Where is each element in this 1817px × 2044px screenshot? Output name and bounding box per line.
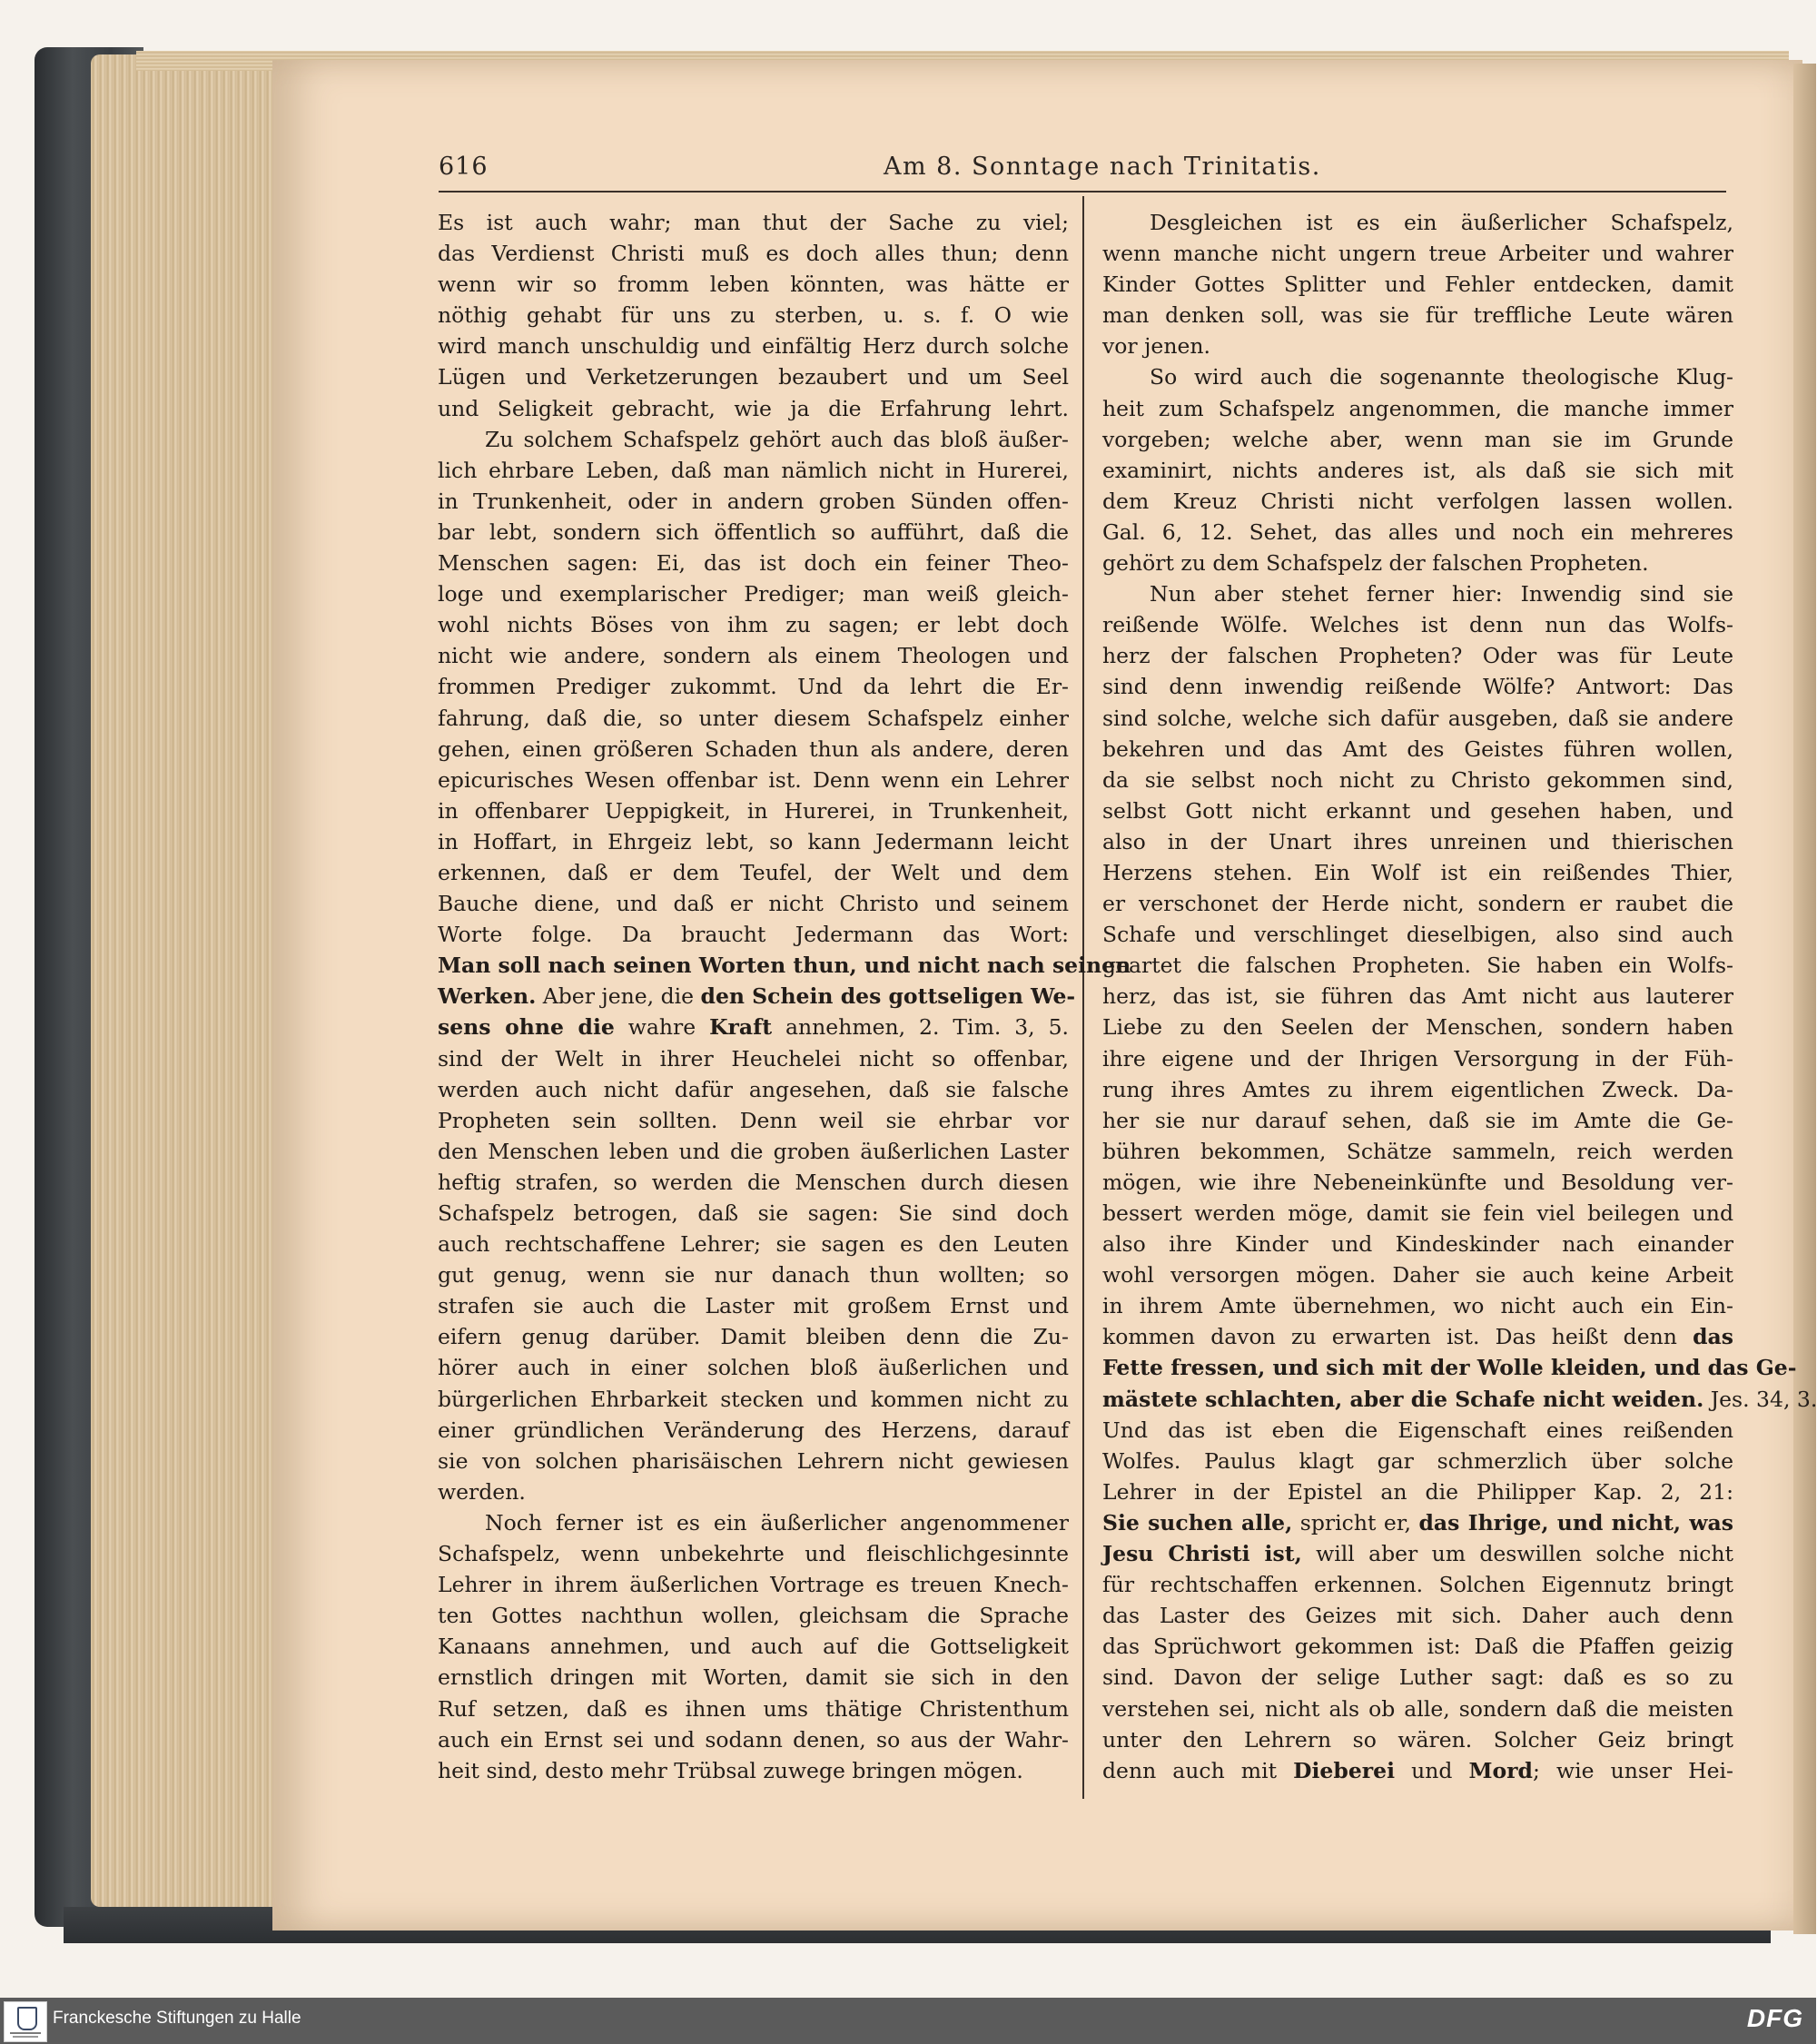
right-text-column <box>1102 207 1817 1786</box>
bold-text-run: Werken. <box>438 983 537 1010</box>
text-line: lich ehrbare Leben, daß man nämlich nicht in Hurerei, <box>438 457 1069 483</box>
text-line: bar lebt, sondern sich öffentlich so aufführt, daß die <box>438 518 1069 545</box>
text-line: wenn manche nicht ungern treue Arbeiter und wahrer <box>1102 241 1733 267</box>
text-run: Jes. 34, 3. <box>1703 1386 1817 1412</box>
text-run: Aber jene, die <box>536 983 701 1010</box>
text-line: in offenbarer Ueppigkeit, in Hurerei, in Trunkenheit, <box>438 797 1069 824</box>
text-line: heftig strafen, so werden die Menschen durch diesen <box>438 1169 1069 1195</box>
text-line: gehört zu dem Schafspelz der falschen Propheten. <box>1102 550 1649 577</box>
text-line: geartet die falschen Propheten. Sie haben ein Wolfs- <box>1102 953 1733 979</box>
text-line: sind. Davon der selige Luther sagt: daß es so zu <box>1102 1664 1733 1691</box>
text-line: also in der Unart ihres unreinen und thierischen <box>1102 828 1733 854</box>
text-line: Desgleichen ist es ein äußerlicher Schafspelz, <box>1150 210 1733 235</box>
running-head <box>439 153 1726 189</box>
text-line: Schafe und verschlinget dieselbigen, also sind auch <box>1102 922 1733 948</box>
text-run: denn auch mit <box>1102 1757 1294 1783</box>
text-line: loge und exemplarischer Prediger; man weiß gleich- <box>438 581 1069 607</box>
text-line: Lehrer in ihrem äußerlichen Vortrage es treuen Knech- <box>438 1572 1069 1598</box>
text-line: bühren bekommen, Schätze sammeln, reich werden <box>1102 1138 1733 1164</box>
text-line: Gal. 6, 12. Sehet, das alles und noch ein mehreres <box>1102 518 1733 545</box>
text-line: Worte folge. Da braucht Jedermann das Wort: <box>438 922 1069 948</box>
text-line: nöthig gehabt für uns zu sterben, u. s. f. O wie <box>438 302 1069 329</box>
text-line: epicurisches Wesen offenbar ist. Denn wenn ein Lehrer <box>438 766 1069 793</box>
text-line: das Verdienst Christi muß es doch alles thun; denn <box>438 241 1069 267</box>
bold-text-run: das <box>1693 1324 1733 1350</box>
text-line: bekehren und das Amt des Geistes führen wollen, <box>1102 736 1733 762</box>
bold-text-run: Kraft <box>709 1014 773 1041</box>
page-stack-edge <box>91 54 300 1907</box>
text-run: ; wie unser Hei- <box>1532 1757 1733 1783</box>
text-line: Menschen sagen: Ei, das ist doch ein feiner Theo- <box>438 550 1069 577</box>
left-text-column <box>438 207 1131 1786</box>
text-line: dem Kreuz Christi nicht verfolgen lassen wollen. <box>1102 488 1733 514</box>
text-run: und <box>1395 1757 1469 1783</box>
bold-text-run: sens ohne die <box>438 1014 615 1041</box>
text-line: heit zum Schafspelz angenommen, die manche immer <box>1102 395 1733 421</box>
text-run: annehmen, 2. Tim. 3, 5. <box>772 1014 1069 1041</box>
text-line <box>1102 1384 1817 1415</box>
text-line: Propheten sein sollten. Denn weil sie ehrbar vor <box>438 1107 1069 1133</box>
text-line <box>438 950 1131 981</box>
text-line: sind der Welt in ihrer Heuchelei nicht so offenbar, <box>438 1045 1069 1071</box>
text-line: eifern genug darüber. Damit bleiben denn die Zu- <box>438 1324 1069 1350</box>
text-line: vor jenen. <box>1102 333 1210 360</box>
text-line <box>1102 1755 1733 1786</box>
dfg-logo: DFG <box>1746 2004 1803 2032</box>
footer-bar <box>0 1998 1816 2044</box>
bold-text-run: mästete schlachten, aber die Schafe nicht weiden. <box>1102 1386 1704 1412</box>
text-line: erkennen, daß er dem Teufel, der Welt und dem <box>438 859 1069 885</box>
text-line: ernstlich dringen mit Worten, damit sie sich in den <box>438 1664 1069 1691</box>
text-line: das Laster des Geizes mit sich. Daher auch denn <box>1102 1603 1733 1629</box>
text-line: wenn wir so fromm leben könnten, was hätte er <box>438 272 1069 298</box>
text-line: Noch ferner ist es ein äußerlicher angenommener <box>485 1509 1069 1535</box>
text-line: strafen sie auch die Laster mit großem Ernst und <box>438 1293 1069 1319</box>
bold-text-run: das Ihrige, und nicht, was <box>1418 1509 1733 1535</box>
text-line: den Menschen leben und die groben äußerlichen Laster <box>438 1138 1069 1164</box>
text-line: reißende Wölfe. Welches ist denn nun das Wolfs- <box>1102 612 1733 638</box>
text-line: Kinder Gottes Splitter und Fehler entdecken, damit <box>1102 272 1733 298</box>
text-line: vorgeben; welche aber, wenn man sie im Grunde <box>1102 426 1733 452</box>
text-line: Nun aber stehet ferner hier: Inwendig sind sie <box>1150 581 1733 607</box>
text-line: selbst Gott nicht erkannt und gesehen haben, und <box>1102 797 1733 824</box>
bold-text-run: Mord <box>1468 1757 1533 1783</box>
text-line: gut genug, wenn sie nur danach thun wollten; so <box>438 1262 1069 1289</box>
column-divider <box>1082 196 1084 1799</box>
text-line: einer gründlichen Veränderung des Herzens, darauf <box>438 1417 1069 1443</box>
text-line: hörer auch in einer solchen bloß äußerlichen und <box>438 1355 1069 1381</box>
text-line <box>1102 1352 1797 1383</box>
text-run: spricht er, <box>1292 1509 1419 1535</box>
text-line: fahrung, daß die, so unter diesem Schafspelz einher <box>438 705 1069 731</box>
text-run: wahre <box>614 1014 710 1041</box>
text-line: wird manch unschuldig und einfältig Herz durch solche <box>438 333 1069 360</box>
text-line: ten Gottes nachthun wollen, gleichsam die Sprache <box>438 1603 1069 1629</box>
text-line: werden auch nicht dafür angesehen, daß sie falsche <box>438 1076 1069 1102</box>
text-line: werden. <box>438 1478 526 1505</box>
text-line: Schafspelz betrogen, daß sie sagen: Sie sind doch <box>438 1200 1069 1226</box>
text-line: sind denn inwendig reißende Wölfe? Antwort: Das <box>1102 674 1733 700</box>
bold-text-run: Sie suchen alle, <box>1102 1509 1293 1535</box>
text-line <box>1102 1321 1733 1352</box>
text-line: Bauche diene, und daß er nicht Christo und seinem <box>438 891 1069 917</box>
text-line: Schafspelz, wenn unbekehrte und fleischlichgesinnte <box>438 1541 1069 1567</box>
text-line: Herzens stehen. Ein Wolf ist ein reißendes Thier, <box>1102 859 1733 885</box>
text-line: So wird auch die sogenannte theologische Klug- <box>1150 364 1733 390</box>
text-line: also ihre Kinder und Kindeskinder nach einander <box>1102 1231 1733 1258</box>
text-line: in Hoffart, in Ehrgeiz lebt, so kann Jedermann leicht <box>438 828 1069 854</box>
text-line: herz, das ist, sie führen das Amt nicht aus lauterer <box>1102 983 1733 1010</box>
text-line: nicht wie andere, sondern als einem Theologen und <box>438 643 1069 669</box>
header-rule <box>439 191 1726 193</box>
foundation-logo-icon <box>4 2001 47 2042</box>
text-line: wohl nichts Böses von ihm zu sagen; er lebt doch <box>438 612 1069 638</box>
page-header-title: Am 8. Sonntage nach Trinitatis. <box>884 153 1321 181</box>
text-line: bessert werden möge, damit sie fein viel beilegen und <box>1102 1200 1733 1226</box>
text-line <box>1102 1538 1733 1569</box>
text-line <box>1102 1507 1733 1538</box>
text-line: unter den Lehrern so wären. Solcher Geiz bringt <box>1102 1726 1733 1753</box>
text-run: will aber um deswillen solche nicht <box>1301 1541 1733 1567</box>
text-line: bürgerlichen Ehrbarkeit stecken und kommen nicht zu <box>438 1386 1069 1412</box>
text-line: Und das ist eben die Eigenschaft eines reißenden <box>1102 1417 1733 1443</box>
text-line: Lügen und Verketzerungen bezaubert und um Seel <box>438 364 1069 390</box>
text-line: gehen, einen größeren Schaden thun als andere, deren <box>438 736 1069 762</box>
text-line: sie von solchen pharisäischen Lehrern nicht gewiesen <box>438 1447 1069 1474</box>
text-line: Ruf setzen, daß es ihnen ums thätige Christenthum <box>438 1695 1069 1722</box>
text-line: verstehen sei, nicht als ob alle, sondern daß die meisten <box>1102 1695 1733 1722</box>
text-line: Liebe zu den Seelen der Menschen, sondern haben <box>1102 1014 1733 1041</box>
text-line: mögen, wie ihre Nebeneinkünfte und Besoldung ver- <box>1102 1169 1733 1195</box>
text-line: examinirt, nichts anderes ist, als daß sie sich mit <box>1102 457 1733 483</box>
text-line: und Seligkeit gebracht, wie ja die Erfahrung lehrt. <box>438 395 1069 421</box>
bold-text-run: Fette fressen, und sich mit der Wolle kleiden, und das Ge- <box>1102 1355 1797 1381</box>
text-line: Zu solchem Schafspelz gehört auch das bloß äußer- <box>485 426 1069 452</box>
text-line: in Trunkenheit, oder in andern groben Sünden offen- <box>438 488 1069 514</box>
text-line: da sie selbst noch nicht zu Christo gekommen sind, <box>1102 766 1733 793</box>
text-line: Lehrer in der Epistel an die Philipper Kap. 2, 21: <box>1102 1478 1733 1505</box>
text-line <box>438 1012 1069 1042</box>
page-right-edge <box>1793 64 1816 1934</box>
text-line: er verschonet der Herde nicht, sondern er raubet die <box>1102 891 1733 917</box>
bold-text-run: Jesu Christi ist, <box>1102 1541 1302 1567</box>
text-line: herz der falschen Propheten? Oder was für Leute <box>1102 643 1733 669</box>
text-line: her sie nur darauf sehen, daß sie im Amte die Ge- <box>1102 1107 1733 1133</box>
bold-text-run: den Schein des gottseligen We- <box>700 983 1076 1010</box>
text-run: kommen davon zu erwarten ist. Das heißt denn <box>1102 1324 1694 1350</box>
text-line: ihre eigene und der Ihrigen Versorgung in der Füh- <box>1102 1045 1733 1071</box>
text-line: heit sind, desto mehr Trübsal zuwege bringen mögen. <box>438 1757 1023 1783</box>
text-line: rung ihres Amtes zu ihrem eigentlichen Zweck. Da- <box>1102 1076 1733 1102</box>
text-line: Kanaans annehmen, und auch auf die Gottseligkeit <box>438 1634 1069 1660</box>
text-line: auch rechtschaffene Lehrer; sie sagen es den Leuten <box>438 1231 1069 1258</box>
text-line <box>438 981 1076 1012</box>
page-number: 616 <box>439 153 489 181</box>
text-line: Es ist auch wahr; man thut der Sache zu viel; <box>438 210 1069 235</box>
text-line: wohl versorgen mögen. Daher sie auch keine Arbeit <box>1102 1262 1733 1289</box>
text-line: frommen Prediger zukommt. Und da lehrt die Er- <box>438 674 1069 700</box>
bold-text-run: Man soll nach seinen Worten thun, und nicht nach seinen <box>438 953 1131 979</box>
bold-text-run: Dieberei <box>1293 1757 1396 1783</box>
text-line: in ihrem Amte übernehmen, wo nicht auch ein Ein- <box>1102 1293 1733 1319</box>
text-line: auch ein Ernst sei und sodann denen, so aus der Wahr- <box>438 1726 1069 1753</box>
text-line: man denken soll, was sie für treffliche Leute wären <box>1102 302 1733 329</box>
text-line: für rechtschaffen erkennen. Solchen Eigennutz bringt <box>1102 1572 1733 1598</box>
text-line: sind solche, welche sich dafür ausgeben, daß sie andere <box>1102 705 1733 731</box>
text-line: Wolfes. Paulus klagt gar schmerzlich über solche <box>1102 1447 1733 1474</box>
footer-institution: Franckesche Stiftungen zu Halle <box>53 2009 301 2028</box>
text-line: das Sprüchwort gekommen ist: Daß die Pfaffen geizig <box>1102 1634 1733 1660</box>
